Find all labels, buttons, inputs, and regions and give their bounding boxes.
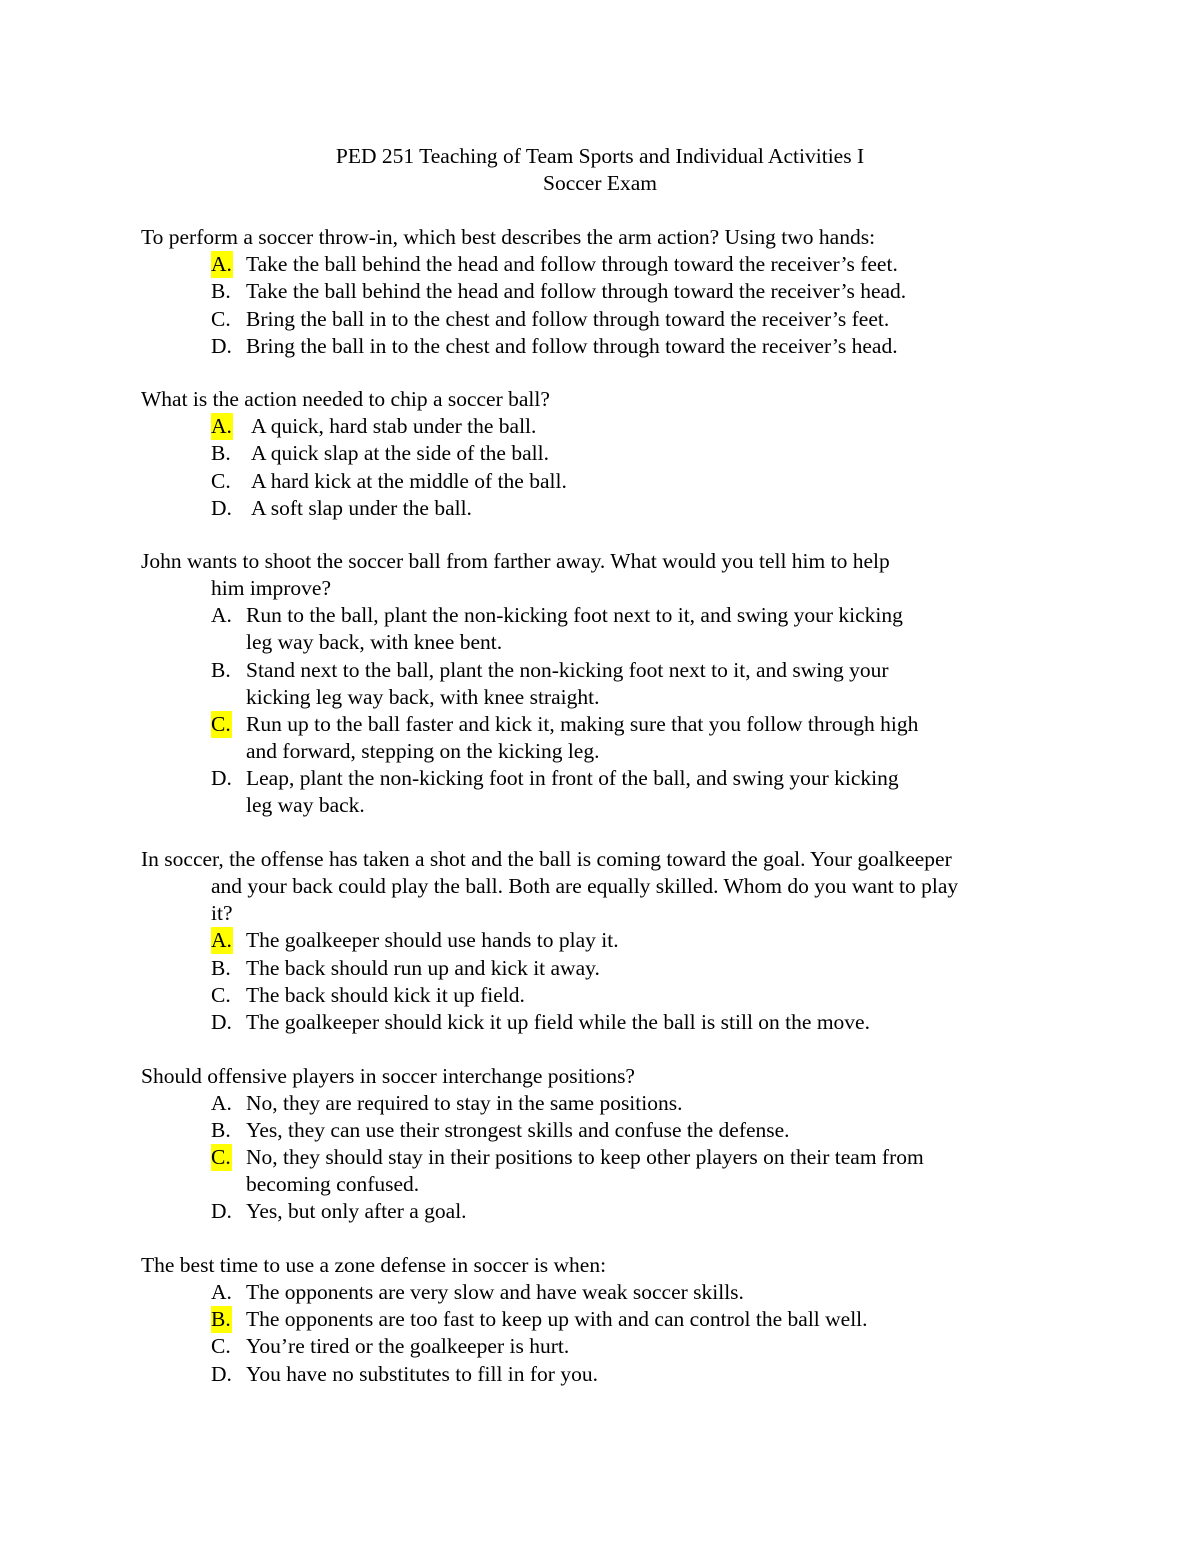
option-letter: C. [211,469,231,493]
option-text: Leap, plant the non-kicking foot in front of the ball, and swing your kicking [246,766,899,790]
option-text: A quick, hard stab under the ball. [251,414,537,438]
question-text-continued: him improve? [211,576,332,600]
option-text: You have no substitutes to fill in for you. [246,1362,598,1386]
question-text: What is the action needed to chip a soccer ball? [141,387,550,411]
option-text-continued: becoming confused. [246,1172,420,1196]
option-text: Take the ball behind the head and follow through toward the receiver’s feet. [246,252,898,276]
option-text: A quick slap at the side of the ball. [251,441,549,465]
option-text: Stand next to the ball, plant the non-kicking foot next to it, and swing your [246,658,889,682]
option-text: Take the ball behind the head and follow through toward the receiver’s head. [246,279,907,303]
option-letter-highlighted: C. [211,712,231,736]
option-text: Run to the ball, plant the non-kicking foot next to it, and swing your kicking [246,603,903,627]
option-text: No, they are required to stay in the same positions. [246,1091,683,1115]
option-text-continued: and forward, stepping on the kicking leg. [246,739,600,763]
option-letter-highlighted: C. [211,1145,231,1169]
option-letter-highlighted: B. [211,1307,231,1331]
option-text-continued: leg way back, with knee bent. [246,630,503,654]
option-text: Bring the ball in to the chest and follow through toward the receiver’s feet. [246,307,890,331]
option-letter-highlighted: A. [211,414,232,438]
option-letter: A. [211,603,232,627]
option-text: No, they should stay in their positions to keep other players on their team from [246,1145,924,1169]
option-text: A soft slap under the ball. [251,496,472,520]
question-text: John wants to shoot the soccer ball from farther away. What would you tell him to help [141,549,890,573]
question-text: To perform a soccer throw-in, which best describes the arm action? Using two hands: [141,225,876,249]
option-text: Yes, they can use their strongest skills and confuse the defense. [246,1118,790,1142]
question-text-continued: it? [211,901,233,925]
option-letter: D. [211,334,232,358]
option-letter: C. [211,1334,231,1358]
option-text: Bring the ball in to the chest and follow through toward the receiver’s head. [246,334,898,358]
course-title: PED 251 Teaching of Team Sports and Individual Activities I [335,144,865,168]
option-text-continued: kicking leg way back, with knee straight. [246,685,600,709]
option-text: The opponents are too fast to keep up with and can control the ball well. [246,1307,868,1331]
option-letter: C. [211,307,231,331]
question-text-continued: and your back could play the ball. Both are equally skilled. Whom do you want to play [211,874,959,898]
option-text: Run up to the ball faster and kick it, making sure that you follow through high [246,712,919,736]
exam-title: Soccer Exam [542,171,658,195]
option-text: Yes, but only after a goal. [246,1199,467,1223]
option-letter: B. [211,658,231,682]
option-letter: C. [211,983,231,1007]
option-letter: B. [211,1118,231,1142]
option-text: You’re tired or the goalkeeper is hurt. [246,1334,570,1358]
option-letter: B. [211,441,231,465]
question-text: In soccer, the offense has taken a shot and the ball is coming toward the goal. Your goalkeeper [141,847,952,871]
option-letter: A. [211,1280,232,1304]
option-letter: D. [211,1362,232,1386]
option-letter: B. [211,956,231,980]
option-letter: B. [211,279,231,303]
option-letter: D. [211,496,232,520]
option-text: The opponents are very slow and have weak soccer skills. [246,1280,744,1304]
option-letter-highlighted: A. [211,928,232,952]
option-letter: D. [211,1010,232,1034]
option-letter: D. [211,1199,232,1223]
option-text-continued: leg way back. [246,793,365,817]
option-letter-highlighted: A. [211,252,232,276]
question-text: The best time to use a zone defense in soccer is when: [141,1253,607,1277]
option-text: The goalkeeper should use hands to play it. [246,928,619,952]
option-text: The back should run up and kick it away. [246,956,600,980]
option-text: The goalkeeper should kick it up field while the ball is still on the move. [246,1010,870,1034]
option-letter: A. [211,1091,232,1115]
option-text: A hard kick at the middle of the ball. [251,469,567,493]
option-text: The back should kick it up field. [246,983,525,1007]
option-letter: D. [211,766,232,790]
question-text: Should offensive players in soccer interchange positions? [141,1064,635,1088]
